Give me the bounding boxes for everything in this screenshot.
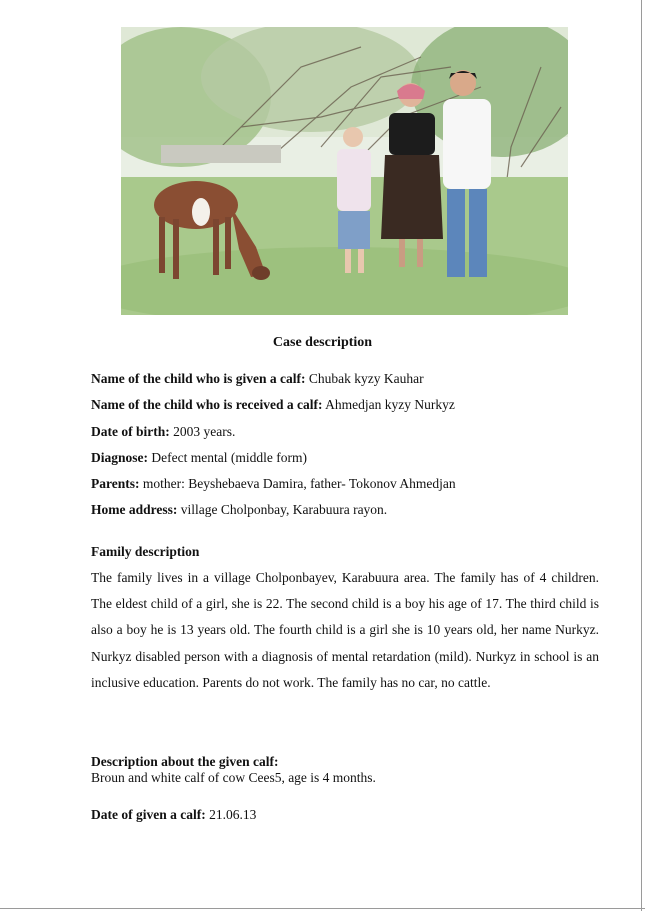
- page-edge-bottom: [0, 908, 645, 909]
- field-label: Name of the child who is received a calf:: [91, 397, 323, 413]
- field-value: 2003 years.: [173, 423, 236, 439]
- given-date-value: 21.06.13: [209, 807, 257, 822]
- field-value: Ahmedjan kyzy Nurkyz: [325, 397, 455, 413]
- field-label: Date of birth:: [91, 423, 170, 439]
- page-edge-right: [641, 0, 642, 911]
- field-value: mother: Beyshebaeva Damira, father- Tokonov Ahmedjan: [142, 476, 456, 492]
- given-date-label: Date of given a calf:: [91, 807, 206, 822]
- family-description-heading: Family description: [91, 544, 200, 559]
- field-parents: [91, 475, 601, 501]
- calf-description-text: Broun and white calf of cow Cees5, age is 4 months.: [91, 770, 376, 785]
- field-received-child: [91, 396, 601, 422]
- field-label: Home address:: [91, 502, 178, 518]
- field-diagnose: [91, 449, 601, 475]
- calf-description-heading: Description about the given calf:: [91, 754, 279, 769]
- field-value: village Cholponbay, Karabuura rayon.: [180, 502, 388, 518]
- field-value: Defect mental (middle form): [151, 449, 307, 465]
- family-photo: [121, 27, 568, 315]
- family-description-text: The family lives in a village Cholponbayev, Karabuura area. The family has of 4 children. The eldest child of a girl, she is 22. The second child is a boy his age of 17. The third child is also a boy he is 13 years old. The fourth child is a girl she is 10 years old, her name Nurkyz. Nurkyz disabled person with a diagnosis of mental retardation (mild). Nurkyz in school is an inclusive education. Parents do not work. The family has no car, no cattle.: [91, 570, 599, 690]
- given-date-row: [91, 806, 256, 824]
- case-info-list: [91, 370, 601, 528]
- field-value: Chubak kyzy Kauhar: [308, 371, 424, 386]
- field-label: Name of the child who is given a calf:: [91, 371, 306, 386]
- field-given-child: [91, 370, 601, 396]
- case-description-heading: Case description: [272, 335, 373, 350]
- field-home-address: [91, 501, 601, 527]
- field-date-of-birth: [91, 423, 601, 449]
- field-label: Parents:: [91, 476, 140, 492]
- field-label: Diagnose:: [91, 449, 148, 465]
